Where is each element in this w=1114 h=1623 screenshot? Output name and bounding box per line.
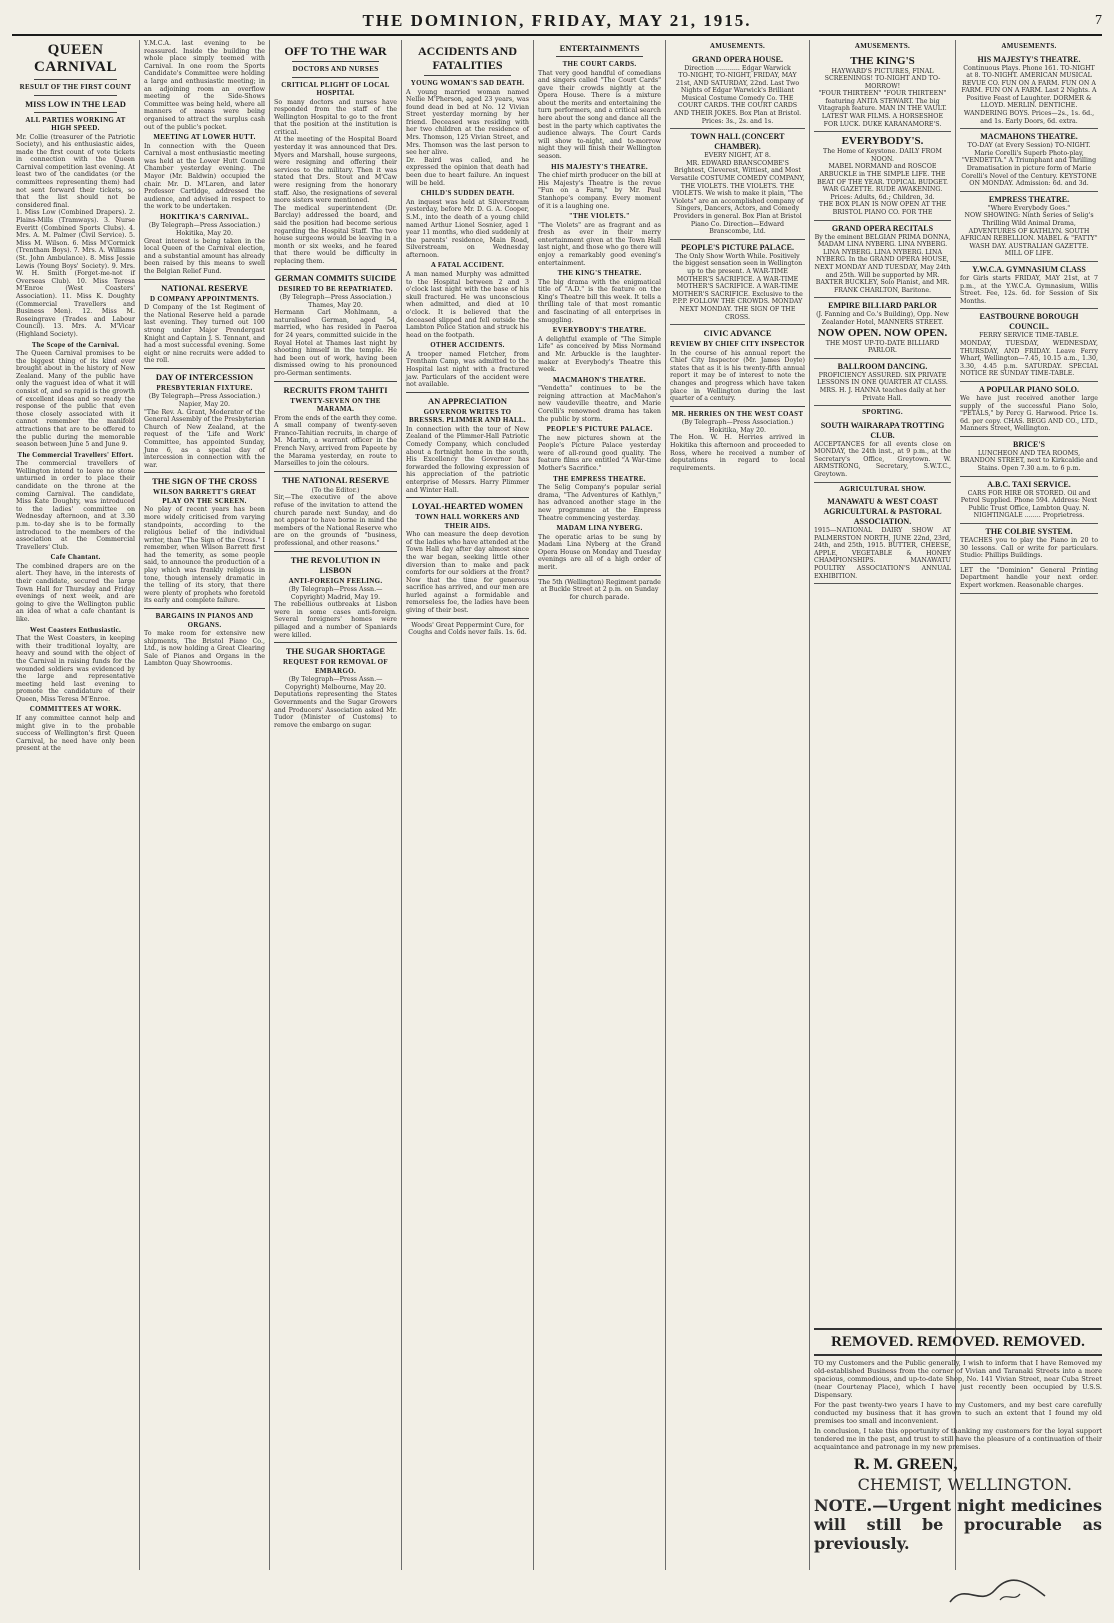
advert-body: 1915—NATIONAL DAIRY SHOW AT PALMERSTON NORTH, JUNE 22nd, 23rd, 24th, and 25th, 1915. BUTTER, CHEESE, APPLE, VEGETABLE & HONEY CHAMPIONSHIPS. MANAWATU POULTRY ASSOCIATION'S ANNUAL EXHIBITION. [814,527,951,580]
article-headline: LOYAL-HEARTED WOMEN [412,501,523,512]
advert-the-kings [814,52,951,133]
column-5 [534,40,666,1570]
article-text: No play of recent years has been more widely criticised from varying standpoints, according to the religious belief of the individual writer, than "The Sign of the Cross." I remember, when Wilson Barrett first had the temerity, as some people said, to announce the production of a play which was frankly religious in tone, though intensely dramatic in the telling of its story, that there were plenty of prophets who foretold its early and complete failure. [144,506,265,605]
removed-text: In conclusion, I take this opportunity of thanking my customers for the loyal support tendered me in the past, and trust to still have the pleasure of a continuation of their acquaintance and patronage in my new premises. [814,1427,1102,1451]
advert-body: MONDAY, TUESDAY, WEDNESDAY, THURSDAY, AND FRIDAY. Leave Ferry Wharf, Wellington—7.45, 10.15 a.m., 1.30, 3.30, 4.45 p.m. SATURDAY. SPECIAL NOTICE RE SUNDAY TIME-TABLE. [960,339,1098,378]
article-text: A delightful example of "The Simple Life" as conceived by Miss Normand and Mr. Arbuckle is the laughter-maker at Everybody's Theatre this week. [538,335,661,374]
advert-everybodys [814,132,951,220]
divider [144,279,265,280]
subheadline: RESULT OF THE FIRST COUNT [19,83,132,91]
advert-dairy-show [814,494,951,584]
subheadline: WILSON BARRETT'S GREAT PLAY ON THE SCREEN. [153,488,256,505]
section-heading: MACMAHON'S THEATRE. [553,375,646,384]
notice-line: The 5th (Wellington) Regiment parade at Buckle Street at 2 p.m. on Sunday for church parade. [538,578,661,601]
article-text: If any committee cannot help and might give in to the probable success of Wellington's first Queen Carnival, he need have only been present at the [16,714,135,753]
divider [274,269,397,270]
advert-title: EMPRESS THEATRE. [988,194,1070,204]
article-text: Y.M.C.A. last evening to be reassured. Inside the building the whole place simply teemed with Carnival. In one room the Sports Candidate's Committee were holding a large and enthusiastic meeting; in an adjoining room an overflow meeting of the Side-Shows Committee was being held, where all manners of means were being organised to attract the surplus cash out of the public's pocket. [144,40,265,131]
section-heading: Cafe Chantant. [50,553,101,562]
article-text: The Queen Carnival promises to be the biggest thing of its kind ever brought about in the history of New Zealand. Many of the public have only the vaguest idea of what it will consist of, and so rapid is the growth of excellent ideas and so ready the response of the public that even those closely associated with it cannot remember the manifold attractions that are to be offered to the public during the memorable season between June 5 and June 9. [16,350,135,449]
section-heading: THE COURT CARDS. [562,60,637,68]
newspaper-title: THE DOMINION, FRIDAY, MAY 21, 1915. [362,11,752,30]
advert-body: LET the "Dominion" General Printing Department handle your next order. Expert workmen. Reasonable charges. [960,566,1098,589]
advert-title: PEOPLE'S PICTURE PALACE. [681,242,794,252]
advert-body: TO-DAY (at Every Session) TO-NIGHT. Marie Corelli's Superb Photo-play, "VENDETTA." A Triumphant and Thrilling Dramatisation in picture form of Marie Corelli's Novel of the Century. KEYSTONE ON MONDAY. Admission: 6d. and 3d. [961,142,1097,188]
article-text: The rebellious outbreaks at Lisbon were in some cases anti-foreign. Several foreigners' homes were pillaged and a number of Spaniards were killed. [274,601,397,639]
advert-body: NOW SHOWING: Ninth Series of Selig's Thrilling Wild Animal Drama, ADVENTURES OF KATHLYN. SOUTH AFRICAN REBELLION. MABEL & "FATTY" WASH DAY. AUSTRALIAN GAZETTE. MILL OF LIFE. [960,212,1098,258]
advert-body: for Girls starts FRIDAY, MAY 21st, at 7 p.m., at the Y.W.C.A. Gymnasium, Willis Street. Fee, 12s. 6d. for Session of Six Months. [960,274,1098,305]
subheadline: CRITICAL PLIGHT OF LOCAL HOSPITAL [281,80,390,97]
advert-body: TO-NIGHT, TO-NIGHT, FRIDAY, MAY 21st, AND SATURDAY, 22nd. Last Two Nights of Edgar Warwick's Brilliant Musical Costume Comedy Co. THE COURT CARDS. THE COURT CARDS AND THEIR JOKES. Box Plan at Bristol. Prices: 3s., 2s. and 1s. [673,72,802,125]
divider [144,472,265,473]
advert-title: THE COLBIE SYSTEM. [985,527,1073,537]
dateline: (By Telegraph—Press Association.) Thames, May 20. [279,294,392,309]
article-text: That very good handful of comedians and singers called "The Court Cards" gave their crowds nightly at the Opera House. There is a mixture about the merits and entertaining the turn performers, and a critical search here about the song and dance all the best in the party which captivates the audience always. The Court Cards will show to-night, and to-morrow night they will finish their Wellington season. [538,69,661,161]
article-text: Sir,—The executive of the above refuse of the invitation to attend the church parade next Sunday, and do not appear to have borne in mind the members of the National Reserve who are on the grounds of "business, professional, and other reasons." [274,494,397,547]
article-headline: THE REVOLUTION IN LISBON [290,554,381,575]
advert-body: CARS FOR HIRE OR STORED. Oil and Petrol Supplied. Phone 594. Address: Next Public Trust Office, Lambton Quay. N. NIGHTINGALE ........ Proprietress. [960,489,1098,520]
section-heading: EVERYBODY'S THEATRE. [552,326,647,335]
advert-title: Y.W.C.A. GYMNASIUM CLASS [972,264,1086,274]
column-6 [666,40,810,1570]
advert-subtitle: The Home of Keystone. DAILY FROM NOON. [823,148,942,163]
advert-title: BALLROOM DANCING. [837,361,928,371]
article-headline: THE NATIONAL RESERVE [282,474,389,485]
advert-footer: THE MOST UP-TO-DATE BILLIARD PARLOR. [825,339,940,355]
divider [538,575,661,576]
subheadline: DESIRED TO BE REPATRIATED. [278,284,393,293]
article-headline: THE SUGAR SHORTAGE [285,646,386,657]
accidents-headline: ACCIDENTS AND FATALITIES [417,44,518,72]
divider [406,392,529,393]
subheadline: PRESBYTERIAN FIXTURE. [156,383,253,392]
section-heading: HIS MAJESTY'S THEATRE. [551,162,648,171]
article-text: "The Rev. A. Grant, Moderator of the General Assembly of the Presbyterian Church of New Zealand, at the request of the 'Life and Work' Committee, has appointed Sunday, June 6, as a special day of intercession in connection with the war. [144,408,265,469]
dateline: (By Telegraph—Press Association.) Hokitika, May 20. [148,222,261,238]
advert-title: THE KING'S [850,54,915,67]
advert-title: EMPIRE BILLIARD PARLOR [828,301,937,311]
page-number: 7 [1095,13,1102,28]
dateline: (By Telegraph—Press Assn.—Copyright) Melbourne, May 20. [285,676,386,691]
article-text: The medical superintendent (Dr. Barclay) addressed the board, and said the position had become serious regarding the Hospital Staff. The two house surgeons would be leaving in a month or six weeks, and he feared that there would be difficulty in replacing them. [274,204,397,265]
article-text: To make room for extensive new shipments, The Bristol Piano Co., Ltd., is now holding a Great Clearing Sale of Pianos and Organs in the Lambton Quay Showrooms. [144,630,265,668]
divider [292,77,379,78]
divider [34,79,117,80]
handwritten-mark [940,1572,1060,1612]
article-text: "Vendetta" continues to be the reigning attraction at MacMahon's new vaudeville theatre, and Marie Corelli's renowned drama has taken the public by storm. [538,385,661,423]
article-text: The commercial travellers of Wellington intend to leave no stone unturned in order to place their candidate on the throne at the coming Carnival. The candidate, Miss Kate Doughty, was introduced to the ladies' committee on Wednesday afternoon, and at 3.30 p.m. to-day she is to be formally introduced to the members of the association at the Commercial Travellers' Club. [16,460,135,551]
now-open-banner: NOW OPEN. NOW OPEN. [817,326,948,339]
divider [406,497,529,498]
advert-title: A POPULAR PIANO SOLO. [978,384,1079,394]
advert-subtitle: Direction ............ Edgar Warwick [684,64,791,72]
advert-empire-billiard-parlor [814,298,951,358]
subheadline: REVIEW BY CHIEF CITY INSPECTOR [670,340,805,349]
section-heading: MADAM LINA NYBERG. [556,524,643,533]
amusements-heading: AMUSEMENTS. [854,42,911,50]
article-text: The chief mirth producer on the bill at His Majesty's Theatre is the revue "Fun on a Farm," by Mr. Paul Stanhope's company. Every moment of it is a laughing one. [538,172,661,210]
article-text: Who can measure the deep devotion of the ladies who have attended at the Town Hall day after day almost since the war began, seeking little other diversion than to make and pack comforts for our soldiers at the front? Now that the time for generous sacrifice has arrived, and our men are hurled against a formidable and remorseless foe, the ladies have been giving of their best. [406,531,529,615]
advert-colbie-system [960,524,1098,564]
article-text: That the West Coasters, in keeping with their traditional loyalty, are heavy and sound with the object of the Carnival in raising funds for the wounded soldiers was evidenced by the large and representative meeting held last evening to promote the candidature of their Queen, Miss Teresa M'Enroe. [16,635,135,703]
divider [34,95,117,96]
advert-body: TEACHES you to play the Piano in 20 to 30 lessons. Call or write for particulars. Studio: Phillips Buildings. [960,537,1098,560]
column-4 [402,40,534,1570]
article-text: An inquest was held at Silverstream yesterday, before Mr. D. G. A. Cooper, S.M., into the death of a young child named Arthur Lionel Sosnier, aged 1 year 11 months, who died suddenly at the parents' residence, Main Road, Silverstream, on Wednesday afternoon. [406,198,529,259]
section-heading: HOKITIKA'S CARNIVAL. [159,212,250,221]
article-text: A man named Murphy was admitted to the Hospital between 2 and 3 o'clock last night with the base of his skull fractured. He was unconscious when admitted, and died at 10 o'clock. It is believed that the deceased slipped and fell outside the Lambton Police Station and struck his head on the footpath. [406,270,529,339]
advert-body: LUNCHEON AND TEA ROOMS, BRANDON STREET, next to Kirkcaldie and Stains. Open 7.30 a.m. to 6 p.m. [960,449,1098,473]
advert-title: GRAND OPERA HOUSE. [692,54,783,64]
section-heading: The Commercial Travellers' Effort. [17,450,134,459]
subheadline: TOWN HALL WORKERS AND THEIR AIDS. [415,513,520,530]
article-text: Hermann Carl Mohlmann, a naturalised German, aged 54, married, who has resided in Paeroa for 24 years, committed suicide in the Royal Hotel at Thames last night by shooting himself in the temple. He had been out of work, having been dismissed owing to his pronounced pro-German sentiments. [274,309,397,377]
divider [144,368,265,369]
proprietor-name: R. M. GREEN, [854,1456,958,1473]
article-headline: MR. HERRIES ON THE WEST COAST [671,409,804,418]
divider [274,642,397,643]
article-headline: THE SIGN OF THE CROSS [152,476,257,487]
section-heading: OTHER ACCIDENTS. [430,341,505,350]
subheadline: ANTI-FOREIGN FEELING. [288,576,383,585]
amusements-heading: AMUSEMENTS. [709,42,766,50]
article-text: "The Violets" are as fragrant and as fresh as ever in their merry entertainment given at the Town Hall last night, and those who go there will enjoy a remarkably good evening's entertainment. [538,221,661,267]
advert-grand-opera-recitals [814,221,951,299]
removed-headline: REMOVED. REMOVED. REMOVED. [814,1328,1102,1356]
column-1 [12,40,140,1570]
section-heading: THE KING'S THEATRE. [557,269,642,278]
removed-note: NOTE.—Urgent night medicines will still be procurable as previously. [814,1496,1102,1553]
advert-title: MACMAHONS THEATRE. [980,132,1078,142]
advert-title: TOWN HALL (CONCERT CHAMBER). [690,132,785,152]
advert-macmahons [960,129,1098,192]
advert-title: HIS MAJESTY'S THEATRE. [977,54,1081,64]
advert-body: MR. EDWARD BRANSCOMBE'S Brightest, Cleverest, Wittiest, and Most Versatile COSTUME COMEDY COMPANY, THE VIOLETS. THE VIOLETS. THE VIOLETS. We wish to make it plain, "The Violets" are an accomplished company of Singers, Dancers, Actors, and Comedy Providers in general. Box Plan at Bristol Piano Co. Direction—Edward Branscombe, Ltd. [670,159,805,236]
advert-trotting-club [814,418,951,483]
amusements-heading: AMUSEMENTS. [1001,42,1057,50]
subheadline: D COMPANY APPOINTMENTS. [150,294,259,303]
masthead [12,8,1102,36]
article-text: A trooper named Fletcher, from Trentham Camp, was admitted to the Hospital last night with a fractured jaw. Particulars of the accident were not available. [406,350,529,389]
advert-body: The Only Show Worth While. Positively the biggest sensation seen in Wellington up to the present. A WAR-TIME MOTHER'S SACRIFICE. A WAR-TIME MOTHER'S SACRIFICE. A WAR-TIME MOTHER'S SACRIFICE. Exclusive to the P.P.P. FOLLOW THE CROWDS. MONDAY NEXT MONDAY. THE SIGN OF THE CROSS. [672,252,803,321]
article-text: Deputations representing the States Governments and the Sugar Growers and Producers' Association asked Mr. Tudor (Minister of Customs) to remove the embargo on sugar. [274,691,397,729]
advert-body: ACCEPTANCES for all events close on MONDAY, the 24th inst., at 9 p.m., at the Secretary's Office, Greytown. W. ARMSTRONG, Secretary, S.W.T.C., Greytown. [814,440,951,478]
advert-town-hall [670,129,805,240]
subheadline: MISS LOW IN THE LEAD [25,98,126,109]
advert-body: Continuous Plays. Phone 161. TO-NIGHT at 8. TO-NIGHT. AMERICAN MUSICAL REVUE CO. FUN ON A FARM. FUN ON A FARM. FUN ON A FARM. Last 2 Nights. A Positive Feast of Laughter. DORMER & LLOYD. MERLIN. DENTICHE. WANDERING BOYS. Prices—2s., 1s. 6d., and 1s. Early Doors, 6d. extra. [961,64,1097,125]
advert-peoples-picture-palace [670,240,805,325]
queen-carnival-headline: QUEEN CARNIVAL [34,42,117,75]
article-headline: BARGAINS IN PIANOS AND ORGANS. [155,612,254,629]
advert-title: GRAND OPERA RECITALS [831,223,934,233]
advert-body: "FOUR THIRTEEN" "FOUR THIRTEEN" featuring ANITA STEWART. The big Vitagraph feature. MAN IN THE VAULT. LATEST WAR FILMS. A HORSESHOE FOR LUCK. DUKE KARANAMORE'S. [818,90,947,128]
subheadline: GOVERNOR WRITES TO BRESSRS. PLIMMER AND HALL. [409,407,526,425]
subheadline: TWENTY-SEVEN ON THE MARAMA. [290,396,381,414]
article-text: At the meeting of the Hospital Board yesterday it was announced that Drs. Myers and Marshall, house surgeons, were resigning and offering their services to the military. Then it was stated that Drs. Stout and M'Caw were resigning from the honorary staff. Also, the resignations of several more sisters were mentioned. [274,136,397,205]
advert-subtitle: "Where Everybody Goes." [987,204,1071,212]
article-headline: NATIONAL RESERVE [161,282,248,293]
advert-line: Woods' Great Peppermint Cure, for Coughs and Colds never fails. 1s. 6d. [408,621,527,637]
advert-subtitle: EVERY NIGHT, AT 8. [704,152,771,160]
sporting-heading: SPORTING. [862,408,903,417]
agricultural-heading: AGRICULTURAL SHOW. [839,484,926,493]
article-text: Mr. Collie (treasurer of the Patriotic Society), and his enthusiastic aides, made the first count of vote tickets in connection with the Queen Carnival competition last evening. At least two of the candidates (or the committees representing them) had not sent forward their tickets, so that the list should not be considered final. [16,133,135,209]
advert-his-majestys [960,52,1098,130]
advert-title: EVERYBODY'S. [841,135,924,148]
article-text: Great interest is being taken in the local Queen of the Carnival election, and a substantial amount has already been raised by this means to swell the Belgian Relief Fund. [144,237,265,276]
dateline: (By Telegraph—Press Association.) Napier, May 20. [148,393,261,408]
advert-body: (J. Fanning and Co.'s Building), Opp. New Zealander Hotel, MANNERS STREET. [816,311,949,326]
byline: (To the Editor.) [311,486,360,494]
article-text: The combined drapers are on the alert. They have, in the interests of their candidate, secured the large Town Hall for Thursday and Friday evenings of next week, and are going to give the Wellington public an idea of what a cafe chantant is like. [16,562,135,624]
subheadline: ALL PARTIES WORKING AT HIGH SPEED. [25,115,126,132]
section-heading: West Coasters Enthusiastic. [29,625,122,634]
article-text: D Company of the 1st Regiment of the National Reserve held a parade last evening. They turned out 100 strong under Major Prendergast Knight and Captain J. S. Tennant, and had a most successful evening. Some eight or nine recruits were added to the roll. [144,304,265,365]
section-heading: PEOPLE'S PICTURE PALACE. [546,425,653,434]
divider [34,112,117,113]
article-text: Dr. Baird was called, and he expressed the opinion that death had been due to heart failure. An inquest will be held. [406,156,529,187]
advert-title: A.B.C. TAXI SERVICE. [987,479,1071,489]
article-text: The Hon. W. H. Herries arrived in Hokitika this afternoon and proceeded to Ross, where he received a number of deputations in regard to local requirements. [670,434,805,472]
section-heading: THE EMPRESS THEATRE. [553,474,646,483]
divider [424,75,511,76]
advert-title: SOUTH WAIRARAPA TROTTING CLUB. [820,420,945,440]
subheadline: YOUNG WOMAN'S SAD DEATH. [410,79,525,87]
dateline: (By Telegraph—Press Assn.—Copyright) Madrid, May 19. [288,586,383,601]
divider [274,471,397,472]
proprietor-trade: CHEMIST, WELLINGTON. [857,1475,1072,1494]
dateline: (By Telegraph—Press Association.) Hokitika, May 20. [681,419,794,434]
divider [670,406,805,407]
article-text: In connection with the Queen Carnival a most enthusiastic meeting was held at the Lower Hutt Council Chamber yesterday evening. The Mayor (Mr. Baldwin) occupied the chair. Mr. D. M'Laren, and later Professor Cartldge, addressed the audience, and advised in respect to the work to be undertaken. [144,142,265,211]
article-text: The operatic arias to be sung by Madam Lina Nyberg at the Grand Opera House on Monday and Tuesday evenings are all of a high order of merit. [538,533,661,571]
article-headline: CIVIC ADVANCE [703,328,772,339]
advert-subtitle: FERRY SERVICE TIME-TABLE. [979,332,1079,340]
divider [292,61,379,62]
advert-subtitle: HAYWARD'S PICTURES, FINAL SCREENINGS! TO-NIGHT AND TO-MORROW! [824,67,941,90]
section-heading: A FATAL ACCIDENT. [430,261,505,270]
column-3 [270,40,402,1570]
removed-text: TO my Customers and the Public generally, I wish to inform that I have Removed my old-established Business from the corner of Vivian and Taranaki Streets into a more spacious, commodious, and up-to-date Shop, No. 141 Vivian Street, near Cuba Street (near Courtenay Place), which I have just recently been occupied by U.S.S. Dispensary. [814,1359,1102,1399]
advert-empress [960,192,1098,262]
article-text: So many doctors and nurses have responded from the staff of the Wellington Hospital to go to the front that the position at the institution is critical. [274,98,397,136]
entertainments-headline: ENTERTAINMENTS [559,43,640,53]
advert-title: BRICE'S [1012,439,1045,449]
candidate-list: 1. Miss Low (Combined Drapers). 2. Plains-Mills (Tramways). 3. Nurse Everitt (Combined Sports Clubs). 4. Mrs. A. M. Palmer (Civil Service). 5. Miss M. Wilson. 6. Miss M'Cormick (Trentham Boys). 7. Mrs. A. Williams (St. John Ambulance). 8. Miss Jessie Lewis (Young Boys' Society). 9. Mrs. W. H. Smith (Forget-me-not if Overseas Club). 10. Miss Teresa M'Enroe (West Coasters' Association). 11. Miss K. Doughty (Commercial Travellers and Business Men). 12. Miss M. Roseingrave (Trades and Labour Council). 13. Mrs. A. M'Vicar (Highland Society). [16,209,135,338]
article-text: In connection with the tour of New Zealand of the Plimmer-Hall Patriotic Comedy Company, which concluded about a fortnight home in the south, His Excellency the Governor has forwarded the following expression of his appreciation of the patriotic enterprise of Messrs. Harry Plimmer and Winter Hall. [406,425,529,494]
advert-note: THE BOX PLAN IS NOW OPEN AT THE BRISTOL PIANO CO. FOR THE [818,201,947,216]
article-text: The Selig Company's popular serial drama, "The Adventures of Kathlyn," has advanced another stage in the new programme at the Empress Theatre commencing yesterday. [538,484,661,522]
advert-piano-solo [960,382,1098,437]
article-text: In the course of his annual report the Chief City Inspector (Mr. James Doyle) states that as it is his twenty-fifth annual report it may be of interest to note the changes and progress which have taken place in Wellington during the last quarter of a century. [670,349,805,403]
advert-eastbourne-ferry [960,309,1098,382]
advert-body: We have just received another large supply of the successful Piano Solo, "PETALS," by Percy G. Harwood. Price 1s. 6d. per copy. CHAS. BEGG AND CO., LTD., Manners Street, Wellington. [960,394,1098,433]
advert-grand-opera-house [670,52,805,130]
advert-brices [960,437,1098,477]
advert-body: PROFICIENCY ASSURED. SIX PRIVATE LESSONS IN ONE QUARTER AT CLASS. MRS. H. J. HANNA teaches daily at her Private Hall. [817,371,948,402]
advert-abc-taxi [960,477,1098,524]
subheadline: REQUEST FOR REMOVAL OF EMBARGO. [283,658,388,675]
off-to-war-headline: OFF TO THE WAR [284,44,387,58]
advert-dominion-printing [960,564,1098,594]
article-text: A young married woman named Nellie M'Pherson, aged 23 years, was found dead in bed at No. 12 Vivian Street yesterday morning by her friend. Deceased was residing with her two children at the residence of Mrs. Thomson, 125 Vivian Street, and Mrs. Thomson was the last person to see her alive. [406,88,529,157]
advert-ywca [960,262,1098,309]
divider [406,618,529,619]
advert-title: EASTBOURNE BOROUGH COUNCIL. [979,312,1079,332]
section-heading: The Scope of the Carnival. [31,340,120,349]
section-heading: COMMITTEES AT WORK. [29,705,122,714]
advert-body: By the eminent BELGIAN PRIMA DONNA, MADAM LINA NYBERG. LINA NYBERG. LINA NYBERG. LINA NYBERG. LINA NYBERG. In the GRAND OPERA HOUSE, NEXT MONDAY AND TUESDAY, May 24th and 25th. Will be supported by MR. BAXTER BUCKLEY, Solo Pianist, and MR. FRANK CHARLTON, Baritone. [814,233,951,294]
removed-advertisement [814,1328,1102,1553]
section-heading: MEETING AT LOWER HUTT. [153,133,256,142]
column-2 [140,40,270,1570]
article-headline: AN APPRECIATION [428,395,507,406]
divider [274,381,397,382]
removed-text: For the past twenty-two years I have to my Customers, and my best care carefully conducted my business that it has grown to such an extent that I found my old premises too small and inconvenient. [814,1401,1102,1425]
section-heading: "THE VIOLETS." [568,212,631,221]
article-headline: DAY OF INTERCESSION [155,371,254,382]
subheadline: DOCTORS AND NURSES [292,65,379,73]
article-text: From the ends of the earth they come. A small company of twenty-seven Franco-Tahitian recruits, in charge of M. Martin, a warrant officer in the French Navy, arrived from Papeete by the Marama yesterday, en route to Marseilles to join the colours. [274,414,397,468]
article-headline: RECRUITS FROM TAHITI [283,384,388,395]
article-text: The new pictures shown at the People's Picture Palace yesterday were of all-round good quality. The feature films are entitled "A War-time Mother's Sacrifice." [538,434,661,473]
divider [144,608,265,609]
divider [556,56,643,57]
advert-title: MANAWATU & WEST COAST AGRICULTURAL & PASTORAL ASSOCIATION. [823,497,942,527]
advert-body: MABEL NORMAND and ROSCOE ARBUCKLE in THE SIMPLE LIFE. THE BEAT OF THE YEAR. TOPICAL BUDGET. WAR GAZETTE. RUDE AWAKENING. Prices: Adults, 6d.; Children, 3d. [816,163,949,201]
article-headline: GERMAN COMMITS SUICIDE [275,272,396,283]
section-heading: CHILD'S SUDDEN DEATH. [420,189,515,198]
divider [274,551,397,552]
article-text: The big drama with the enigmatical title of "A.D." is the feature on the King's Theatre bill this week. It tells a thrilling tale of that most romantic and fascinating of all enterprises in smuggling. [538,278,661,324]
advert-ballroom-dancing [814,359,951,406]
